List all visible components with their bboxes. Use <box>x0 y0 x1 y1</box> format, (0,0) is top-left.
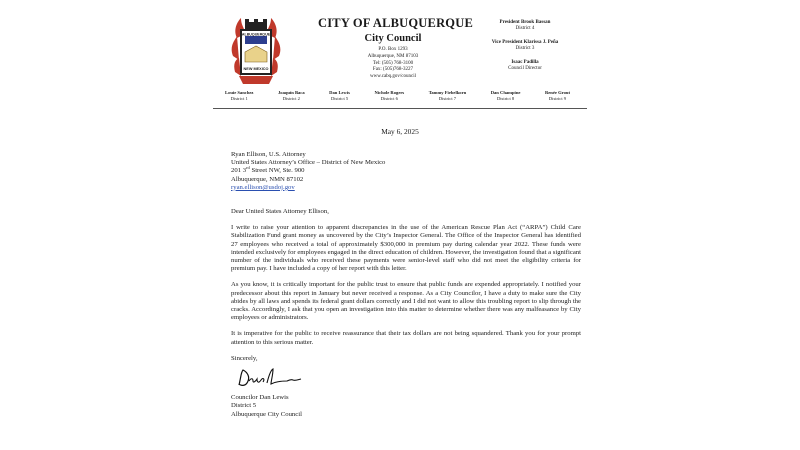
officer-name: Vice President Klarissa J. Peña <box>491 40 559 45</box>
contact-block <box>318 47 468 81</box>
district-label: District 9 <box>548 96 567 101</box>
district-councilor <box>374 90 404 102</box>
officer <box>475 60 575 72</box>
councilor-name: Dan Lewis <box>329 90 350 95</box>
councilor-name: Joaquín Baca <box>277 90 305 95</box>
city-seal-logo <box>231 16 281 86</box>
officer-role: District 3 <box>515 46 535 51</box>
officer-name: Isaac Padilla <box>511 60 539 65</box>
district-label: District 1 <box>230 96 248 101</box>
letter-body <box>231 143 581 419</box>
district-councilor <box>545 90 570 102</box>
councilor-name: Tammy Fiebelkorn <box>428 90 467 95</box>
district-label: District 5 <box>330 96 349 101</box>
councilor-districts-row <box>225 90 570 102</box>
district-label: District 7 <box>438 96 457 101</box>
recipient-office: United States Attorney’s Office – District of New Mexico <box>231 159 386 167</box>
signer-name: Councilor Dan Lewis <box>231 394 289 402</box>
letter-page <box>213 8 587 444</box>
officer-role: Council Director <box>508 66 542 71</box>
fax: Fax: (505)768-3227 <box>372 67 414 73</box>
recipient-street: 201 3rd Street NW, Ste. 900 <box>231 165 305 175</box>
district-label: District 2 <box>282 96 300 101</box>
svg-text:NEW MEXICO: NEW MEXICO <box>243 67 269 71</box>
handwritten-signature <box>235 367 305 389</box>
councilor-name: Louie Sanchez <box>225 90 254 95</box>
paragraph: As you know, it is critically important for the public trust to ensure that public funds are expended appropriately. I notified your predecessor about this report in January but never received a response. As a City Councilor, I have a duty to make sure the City abides by all laws and spends its federal grant dollars correctly and I did not want to allow this troubling report to slip through the cracks. Accordingly, I ask that you open an investigation into this matter to determine whether there was any malfeasance by City employees or administrators. <box>231 281 581 322</box>
letterhead-divider <box>213 108 587 109</box>
svg-text:ALBUQUERQUE: ALBUQUERQUE <box>241 32 271 37</box>
officer-role: District 4 <box>515 26 535 31</box>
website: www.cabq.gov/council <box>369 74 417 80</box>
council-name: City Council <box>364 33 422 44</box>
letter-date: May 6, 2025 <box>381 127 419 136</box>
councilor-name: Nichole Rogers <box>374 90 405 95</box>
recipient-email-link[interactable]: ryan.ellison@usdoj.gov <box>231 183 295 191</box>
district-councilor <box>329 90 350 102</box>
officer <box>475 40 575 52</box>
district-label: District 8 <box>496 96 515 101</box>
salutation: Dear United States Attorney Ellison, <box>231 208 329 216</box>
councilor-name: Dan Champine <box>490 90 521 95</box>
closing: Sincerely, <box>231 354 258 362</box>
city-name-heading: CITY OF ALBUQUERQUE <box>318 16 473 30</box>
officers-list <box>475 20 575 80</box>
recipient-name: Ryan Ellison, U.S. Attorney <box>231 151 306 158</box>
officer-name: President Brook Bassan <box>499 20 551 25</box>
district-councilor <box>429 90 466 102</box>
paragraph: I write to raise your attention to apparent discrepancies in the use of the American Rescue Plan Act (“ARPA”) Child Care Stabilization Fund grant money as uncovered by the City’s Inspector General. The Office of the Inspector General has identified 27 employees who received a total of approximately $300,000 in premium pay during calendar year 2022. These funds were intended exclusively for employees engaged in the direct education of children. However, the investigation found that a significant number of the individuals who received these payments were senior-level staff who did not meet the eligibility criteria for premium pay. I have included a copy of her report with this letter. <box>231 224 581 273</box>
councilor-name: Renée Grout <box>544 90 570 95</box>
district-councilor <box>491 90 521 102</box>
paragraph: It is imperative for the public to receive reassurance that their tax dollars are not being squandered. Thank you for your prompt attention to this serious matter. <box>231 330 581 346</box>
po-box: P.O. Box 1293 <box>378 47 408 52</box>
district-councilor <box>225 90 253 102</box>
district-label: District 6 <box>380 96 398 101</box>
recipient-city: Albuquerque, NMN 87102 <box>231 175 304 183</box>
signer-organization: Albuquerque City Council <box>231 410 302 418</box>
signer-district: District 5 <box>231 402 257 410</box>
city-state-zip: Albuquerque, NM 87103 <box>367 53 419 59</box>
telephone: Tel: (505) 768-3100 <box>372 60 414 66</box>
district-councilor <box>278 90 305 102</box>
officer <box>475 20 575 32</box>
